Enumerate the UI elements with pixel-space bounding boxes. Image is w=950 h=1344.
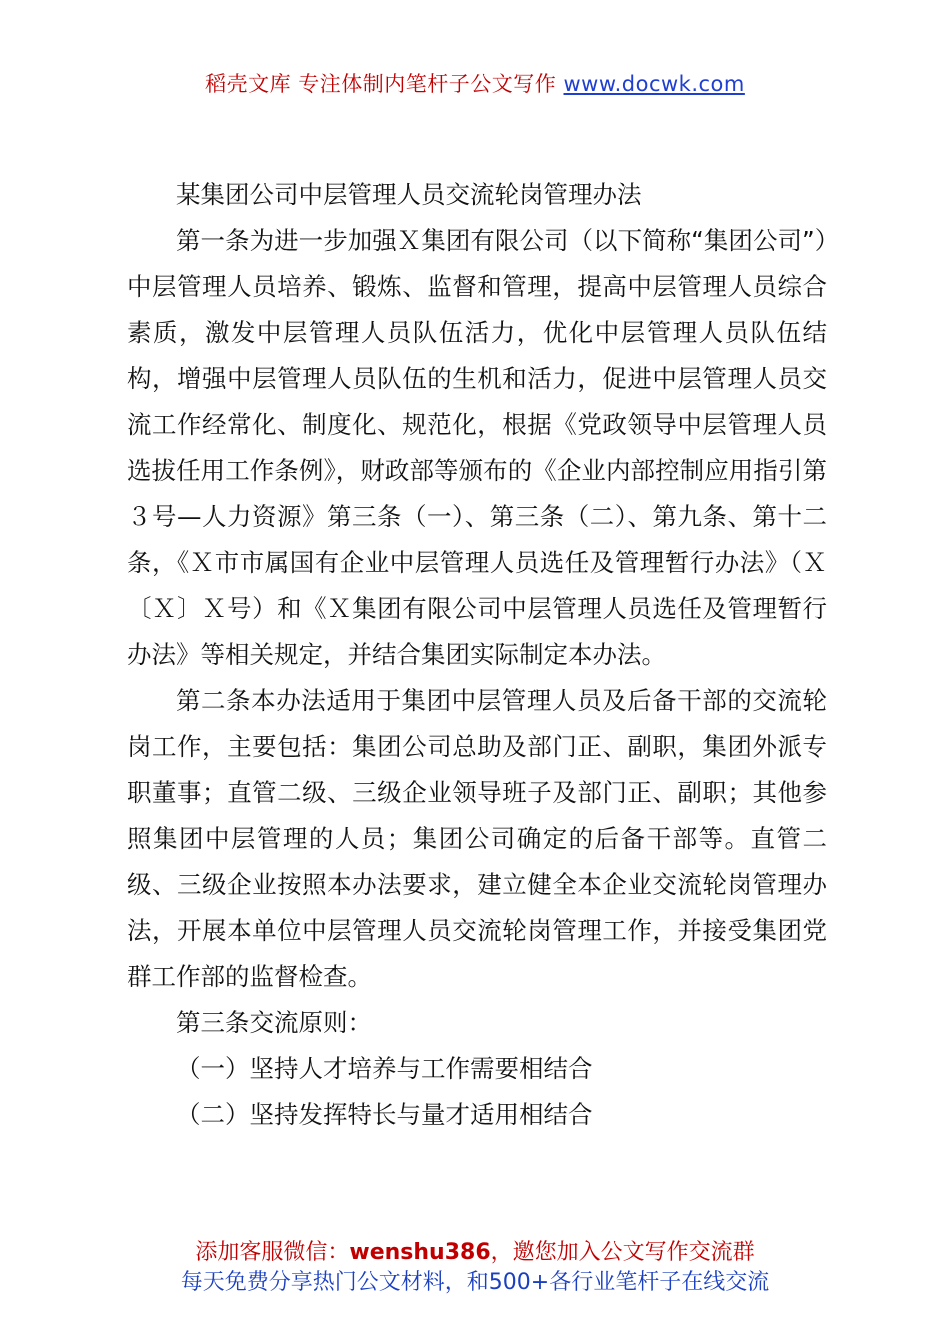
wechat-id: wenshu386 <box>349 1240 491 1265</box>
principle-1: （一）坚持人才培养与工作需要相结合 <box>176 1054 593 1083</box>
document-title: 某集团公司中层管理人员交流轮岗管理办法 <box>176 180 642 209</box>
footer-line-1 <box>0 1238 950 1268</box>
article-1: 第一条为进一步加强Ｘ集团有限公司（以下简称“集团公司”）中层管理人员培养、锻炼、监督和管理，提高中层管理人员综合素质，激发中层管理人员队伍活力，优化中层管理人员队伍结构，增强中层管理人员队伍的生机和活力，促进中层管理人员交流工作经常化、制度化、规范化，根据《党政领导中层管理人员选拔任用工作条例》，财政部等颁布的《企业内部控制应用指引第３号—人力资源》第三条（一）、第三条（二）、第九条、第十二条，《Ｘ市市属国有企业中层管理人员选任及管理暂行办法》（Ｘ〔Ｘ〕Ｘ号）和《Ｘ集团有限公司中层管理人员选任及管理暂行办法》等相关规定，并结合集团实际制定本办法。 <box>127 226 827 669</box>
footer-line-2: 每天免费分享热门公文材料，和500+各行业笔杆子在线交流 <box>180 1270 770 1295</box>
site-url-link[interactable]: www.docwk.com <box>563 72 745 96</box>
promo-footer <box>0 1238 950 1298</box>
principle-2: （二）坚持发挥特长与量才适用相结合 <box>176 1100 593 1129</box>
document-body <box>127 172 827 1138</box>
site-slogan: 稻壳文库 专注体制内笔杆子公文写作 <box>205 72 557 96</box>
article-2: 第二条本办法适用于集团中层管理人员及后备干部的交流轮岗工作，主要包括：集团公司总助及部门正、副职，集团外派专职董事；直管二级、三级企业领导班子及部门正、副职；其他参照集团中层管理的人员；集团公司确定的后备干部等。直管二级、三级企业按照本办法要求，建立健全本企业交流轮岗管理办法，开展本单位中层管理人员交流轮岗管理工作，并接受集团党群工作部的监督检查。 <box>127 686 827 991</box>
footer-prefix: 添加客服微信： <box>195 1240 350 1265</box>
article-3: 第三条交流原则： <box>176 1008 372 1037</box>
site-header <box>0 68 950 98</box>
footer-suffix: ，邀您加入公文写作交流群 <box>490 1240 755 1265</box>
